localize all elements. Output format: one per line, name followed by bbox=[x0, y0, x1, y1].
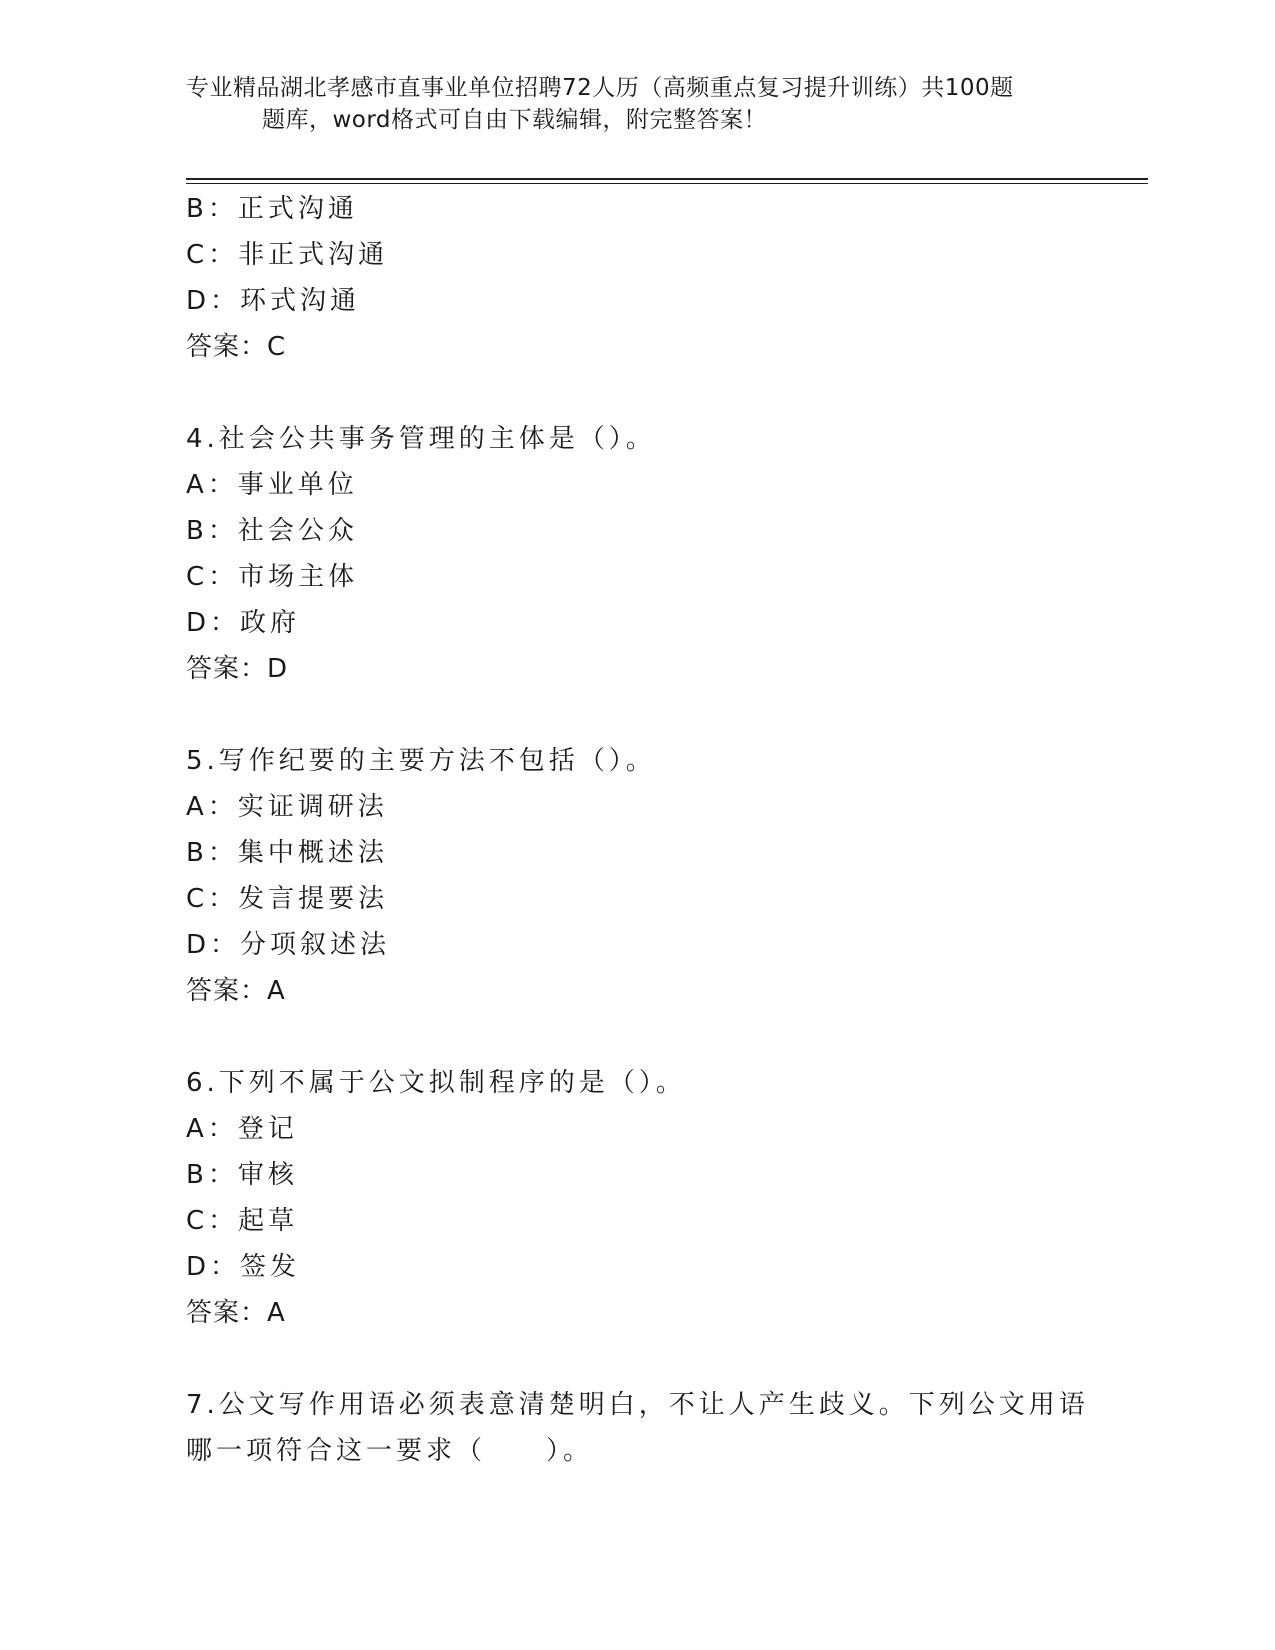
question-text: 5.写作纪要的主要方法不包括（）。 bbox=[186, 746, 656, 776]
header-title-line2: 题库，word格式可自由下载编辑，附完整答案！ bbox=[262, 107, 768, 133]
header-divider-thick bbox=[186, 178, 1148, 180]
question-5 bbox=[186, 738, 1086, 1014]
option-b: B：审核 bbox=[186, 1160, 298, 1190]
question-text: 6.下列不属于公文拟制程序的是（）。 bbox=[186, 1068, 686, 1098]
option-d: D：分项叙述法 bbox=[186, 930, 391, 960]
question-6 bbox=[186, 1060, 1086, 1336]
option-b: B：正式沟通 bbox=[186, 194, 358, 224]
header-title-line1: 专业精品湖北孝感市直事业单位招聘72人历（高频重点复习提升训练）共100题 bbox=[186, 75, 1014, 101]
option-a: A：登记 bbox=[186, 1114, 298, 1144]
option-a: A：实证调研法 bbox=[186, 792, 388, 822]
spacer bbox=[186, 1014, 1086, 1060]
option-b: B：社会公众 bbox=[186, 516, 358, 546]
page-header bbox=[186, 72, 1086, 136]
option-a: A：事业单位 bbox=[186, 470, 358, 500]
question-3 bbox=[186, 186, 1086, 370]
option-d: D：环式沟通 bbox=[186, 286, 361, 316]
question-4 bbox=[186, 416, 1086, 692]
answer: 答案：D bbox=[186, 654, 289, 684]
option-c: C：市场主体 bbox=[186, 562, 359, 592]
answer: 答案：A bbox=[186, 976, 286, 1006]
header-divider-thin bbox=[186, 183, 1148, 184]
question-list bbox=[186, 186, 1089, 1474]
option-d: D：签发 bbox=[186, 1252, 301, 1282]
option-b: B：集中概述法 bbox=[186, 838, 388, 868]
spacer bbox=[186, 692, 1086, 738]
answer: 答案：A bbox=[186, 1298, 286, 1328]
option-c: C：起草 bbox=[186, 1206, 299, 1236]
option-d: D：政府 bbox=[186, 608, 301, 638]
question-text-line2: 哪一项符合这一要求（ ）。 bbox=[186, 1436, 594, 1466]
option-c: C：非正式沟通 bbox=[186, 240, 389, 270]
question-text: 4.社会公共事务管理的主体是（）。 bbox=[186, 424, 656, 454]
option-c: C：发言提要法 bbox=[186, 884, 389, 914]
spacer bbox=[186, 1336, 1086, 1382]
answer: 答案：C bbox=[186, 332, 287, 362]
question-7 bbox=[186, 1382, 1089, 1474]
question-text-line1: 7.公文写作用语必须表意清楚明白，不让人产生歧义。下列公文用语 bbox=[186, 1390, 1089, 1420]
spacer bbox=[186, 370, 1086, 416]
